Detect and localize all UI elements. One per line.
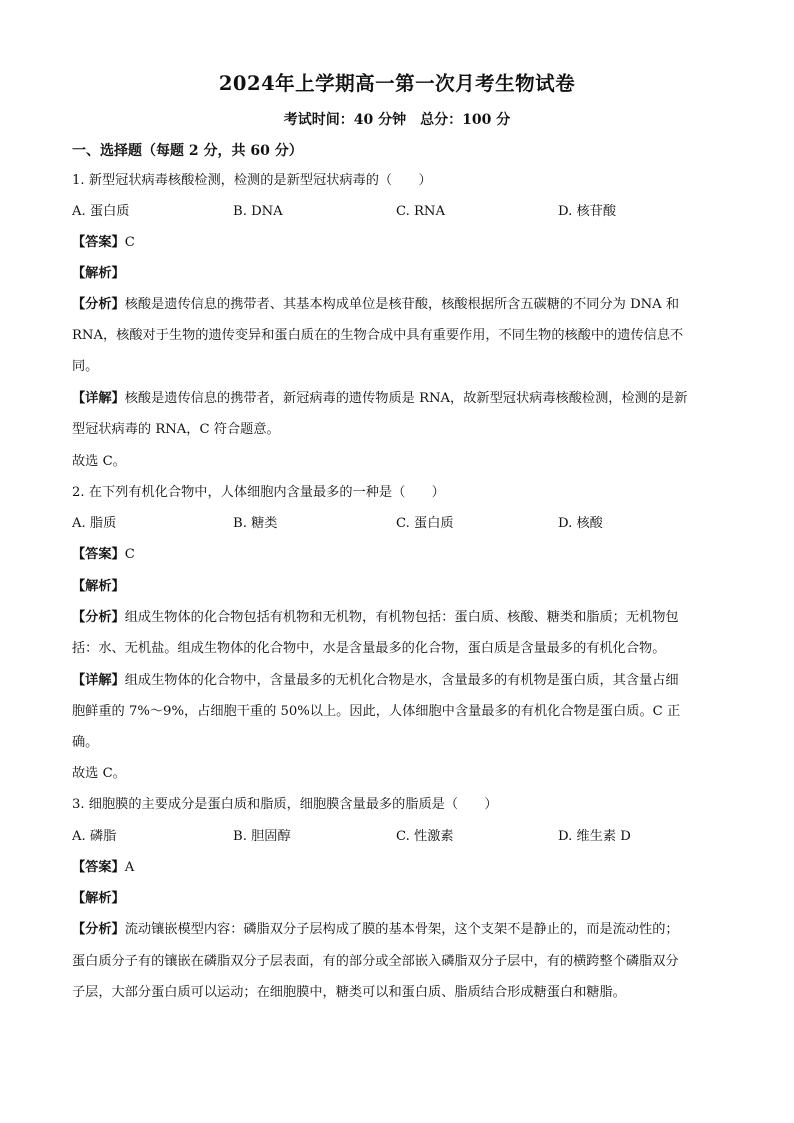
answer-value: A <box>124 860 135 875</box>
question-3-analysis-label: 【解析】 <box>72 891 125 906</box>
answer-value: C <box>124 235 135 250</box>
question-2-conclusion: 故选 C。 <box>72 766 126 781</box>
question-1-fenxi-line-1 <box>72 295 732 315</box>
question-2-xiangjie-line-1 <box>72 671 732 691</box>
fenxi-text: 流动镶嵌模型内容：磷脂双分子层构成了膜的基本骨架，这个支架不是静止的，而是流动性的； <box>124 922 679 937</box>
xiangjie-text: 组成生物体的化合物中，含量最多的无机化合物是水，含量最多的有机物是蛋白质，其含量占细 <box>124 673 679 688</box>
question-2-option-c: C. 蛋白质 <box>396 516 454 531</box>
fenxi-text: 核酸是遗传信息的携带者、其基本构成单位是核苷酸，核酸根据所含五碳糖的不同分为 DNA 和 <box>124 297 680 312</box>
fenxi-tag: 【分析】 <box>72 297 125 312</box>
xiangjie-tag: 【详解】 <box>72 391 125 406</box>
question-3-option-a: A. 磷脂 <box>72 829 117 844</box>
question-2-answer <box>72 545 732 565</box>
question-2-analysis-label: 【解析】 <box>72 579 125 594</box>
answer-tag: 【答案】 <box>72 547 125 562</box>
question-1-option-d: D. 核苷酸 <box>558 204 617 219</box>
question-3-stem: 3. 细胞膜的主要成分是蛋白质和脂质，细胞膜含量最多的脂质是（ ） <box>72 797 498 812</box>
question-2-xiangjie-line-2: 胞鲜重的 7%～9%，占细胞干重的 50%以上。因此，人体细胞中含量最多的有机化合物是蛋白质。C 正 <box>72 704 681 719</box>
fenxi-tag: 【分析】 <box>72 922 125 937</box>
question-3-fenxi-line-3: 子层，大部分蛋白质可以运动；在细胞膜中，糖类可以和蛋白质、脂质结合形成糖蛋白和糖脂。 <box>72 985 626 1000</box>
question-1-stem: 1. 新型冠状病毒核酸检测，检测的是新型冠状病毒的（ ） <box>72 173 432 188</box>
question-3-fenxi-line-2: 蛋白质分子有的镶嵌在磷脂双分子层表面，有的部分或全部嵌入磷脂双分子层中，有的横跨整个磷脂双分 <box>72 954 679 969</box>
question-1-xiangjie-line-1 <box>72 389 732 409</box>
question-3-option-b: B. 胆固醇 <box>233 829 291 844</box>
answer-tag: 【答案】 <box>72 235 125 250</box>
question-2-xiangjie-line-3: 确。 <box>72 735 99 750</box>
answer-tag: 【答案】 <box>72 860 125 875</box>
question-1-analysis-label: 【解析】 <box>72 266 125 281</box>
question-3-option-d: D. 维生素 D <box>558 829 631 844</box>
question-1-xiangjie-line-2: 型冠状病毒的 RNA，C 符合题意。 <box>72 422 280 437</box>
question-3-answer <box>72 858 732 878</box>
question-2-option-b: B. 糖类 <box>233 516 278 531</box>
question-2-fenxi-line-2: 括：水、无机盐。组成生物体的化合物中，水是含量最多的化合物，蛋白质是含量最多的有机化合物。 <box>72 641 666 656</box>
question-3-option-c: C. 性激素 <box>396 829 454 844</box>
question-1-option-c: C. RNA <box>396 204 445 219</box>
exam-info: 考试时间：40 分钟 总分：100 分 <box>283 112 511 128</box>
section-heading: 一、选择题（每题 2 分，共 60 分） <box>72 143 303 159</box>
answer-value: C <box>124 547 135 562</box>
xiangjie-tag: 【详解】 <box>72 673 125 688</box>
question-1-option-a: A. 蛋白质 <box>72 204 130 219</box>
page-title: 2024年上学期高一第一次月考生物试卷 <box>218 72 576 95</box>
question-2-stem: 2. 在下列有机化合物中，人体细胞内含量最多的一种是（ ） <box>72 485 445 500</box>
question-3-fenxi-line-1 <box>72 920 732 940</box>
question-1-fenxi-line-3: 同。 <box>72 359 99 374</box>
question-2-option-d: D. 核酸 <box>558 516 603 531</box>
question-1-answer <box>72 233 732 253</box>
question-1-fenxi-line-2: RNA，核酸对于生物的遗传变异和蛋白质在的生物合成中具有重要作用，不同生物的核酸中的遗传信息不 <box>72 328 684 343</box>
xiangjie-text: 核酸是遗传信息的携带者，新冠病毒的遗传物质是 RNA，故新型冠状病毒核酸检测，检测的是新 <box>124 391 688 406</box>
question-1-conclusion: 故选 C。 <box>72 454 126 469</box>
question-2-fenxi-line-1 <box>72 608 732 628</box>
fenxi-tag: 【分析】 <box>72 610 125 625</box>
fenxi-text: 组成生物体的化合物包括有机物和无机物，有机物包括：蛋白质、核酸、糖类和脂质；无机物包 <box>124 610 679 625</box>
question-1-option-b: B. DNA <box>233 204 283 219</box>
question-2-option-a: A. 脂质 <box>72 516 117 531</box>
